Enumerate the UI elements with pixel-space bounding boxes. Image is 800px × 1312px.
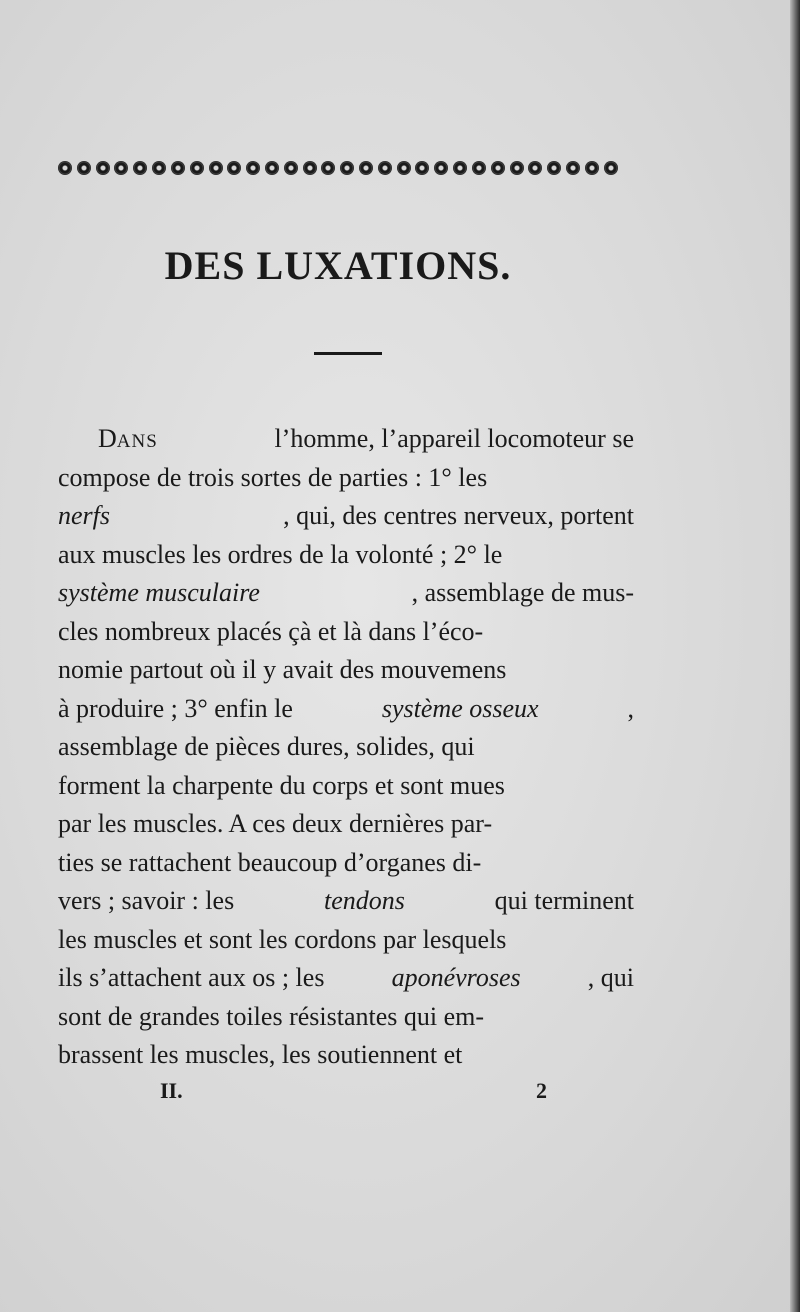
text-line: assemblage de pièces dures, solides, qui (58, 732, 475, 761)
text-line: nerfs , qui, des centres nerveux, portent (58, 501, 634, 530)
ornament-dot (246, 161, 260, 175)
text-line: forment la charpente du corps et sont mues (58, 770, 505, 800)
signature-number: 2 (536, 1078, 547, 1103)
ornament-dot (171, 161, 185, 175)
text-line: vers ; savoir : les tendons qui terminent (58, 886, 634, 915)
text-line: ils s’attachent aux os ; les aponévroses , qui (58, 963, 634, 992)
drop-cap-word: DANS (98, 424, 158, 453)
chapter-title: DES LUXATIONS. (164, 243, 512, 288)
ornament-dot (453, 161, 467, 175)
ornament-dot (359, 161, 373, 175)
ornament-dot (265, 161, 279, 175)
ornament-dot (566, 161, 580, 175)
text-line: sont de grandes toiles résistantes qui em- (58, 1001, 485, 1031)
text-line: brassent les muscles, les soutiennent et (58, 1040, 463, 1069)
ornament-dot (152, 161, 166, 175)
ornament-dot (321, 161, 335, 175)
ornament-dot (77, 161, 91, 175)
ornament-dot (340, 161, 354, 175)
text-line: ties se rattachent beaucoup d’organes di- (58, 847, 482, 877)
ornament-dot (491, 161, 505, 175)
text-line: par les muscles. A ces deux dernières par- (58, 809, 493, 838)
text-line: système musculaire , assemblage de mus- (58, 578, 634, 607)
ornament-dot (378, 161, 392, 175)
ornament-dot (284, 161, 298, 175)
ornament-dot (434, 161, 448, 175)
ornament-dot (604, 161, 618, 175)
ornament-dot (547, 161, 561, 175)
ornament-dot (585, 161, 599, 175)
ornamental-border (58, 158, 618, 178)
ornament-dot (190, 161, 204, 175)
ornament-dot (227, 161, 241, 175)
ornament-dot (528, 161, 542, 175)
ornament-dot (415, 161, 429, 175)
body-paragraph (58, 420, 634, 1075)
text-line: compose de trois sortes de parties : 1° les (58, 462, 488, 492)
text-line: aux muscles les ordres de la volonté ; 2° le (58, 539, 503, 569)
page-edge-shadow (790, 0, 800, 1312)
ornament-dot (397, 161, 411, 175)
text-line: à produire ; 3° enfin le système osseux , (58, 693, 634, 723)
text-line (58, 420, 634, 459)
line-text: l’homme, l’appareil locomoteur se (274, 424, 634, 453)
text-line: les muscles et sont les cordons par lesquels (58, 924, 507, 954)
ornament-dot (472, 161, 486, 175)
signature-mark: II. (160, 1078, 183, 1103)
ornament-dot (96, 161, 110, 175)
text-line: nomie partout où il y avait des mouvemens (58, 655, 507, 684)
ornament-dot (510, 161, 524, 175)
text-line: cles nombreux placés çà et là dans l’éco- (58, 616, 484, 646)
title-rule (314, 352, 382, 355)
ornament-dot (209, 161, 223, 175)
ornament-dot (58, 161, 72, 175)
ornament-dot (133, 161, 147, 175)
ornament-dot (303, 161, 317, 175)
ornament-dot (114, 161, 128, 175)
